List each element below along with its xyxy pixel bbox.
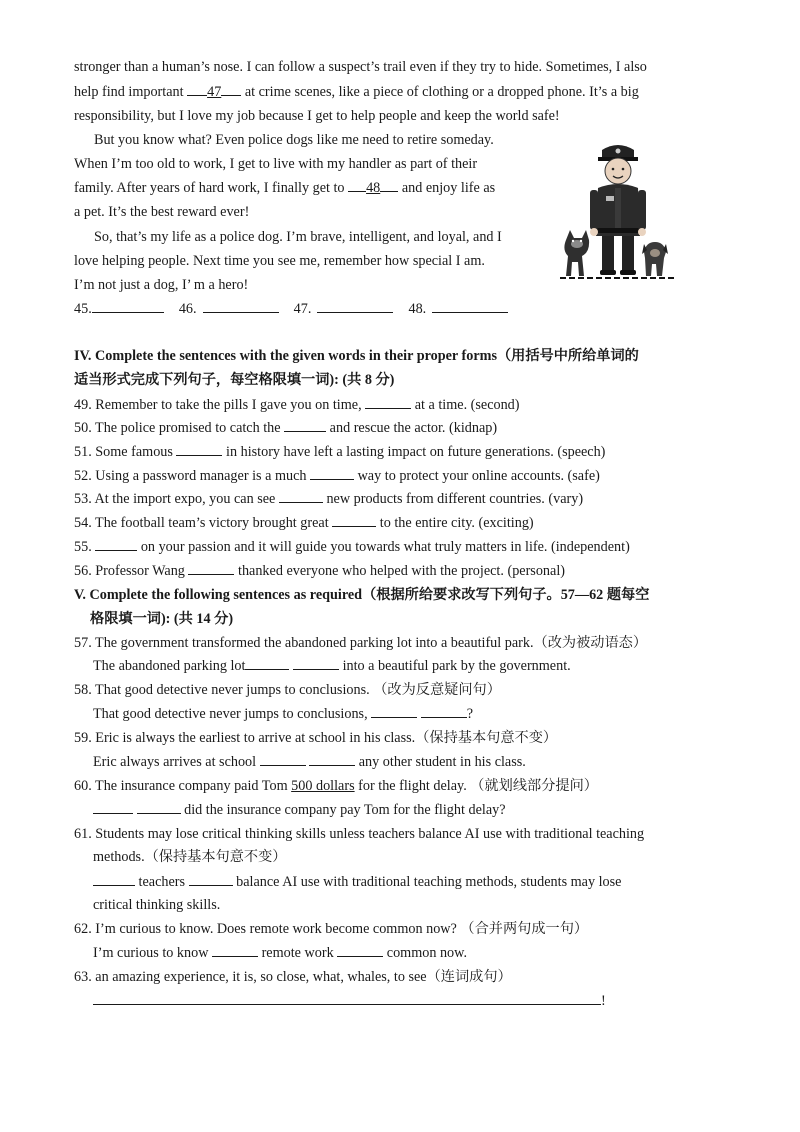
answer-label: 47. xyxy=(293,301,312,317)
answer-label: 46. xyxy=(178,301,197,317)
question-59-answer: Eric always arrives at school any other student in his class. xyxy=(93,754,526,770)
answer-blank[interactable] xyxy=(293,657,339,670)
answer-label: 45. xyxy=(74,301,92,317)
answer-blank[interactable] xyxy=(380,179,398,192)
answer-blank[interactable] xyxy=(365,396,411,409)
question-63-answer: ! xyxy=(93,992,606,1010)
question-55: 55. on your passion and it will guide you towards what truly matters in life. (independent) xyxy=(74,539,630,555)
passage-line: a pet. It’s the best reward ever! xyxy=(74,204,250,220)
question-60-answer: did the insurance company pay Tom for the flight delay? xyxy=(93,801,506,819)
section-title: 格限填一词): (共 14 分) xyxy=(90,611,234,627)
question-58: 58. That good detective never jumps to conclusions. （改为反意疑问句） xyxy=(74,682,501,698)
section-title: 适当形式完成下列句子，每空格限填一词): (共 8 分) xyxy=(74,372,395,388)
underlined-phrase: 500 dollars xyxy=(291,778,355,794)
answer-blank[interactable] xyxy=(348,179,366,192)
passage-line: When I’m too old to work, I get to live with my handler as part of their xyxy=(74,156,478,172)
question-51: 51. Some famous in history have left a lasting impact on future generations. (speech) xyxy=(74,444,606,460)
question-58-answer: That good detective never jumps to conclusions, ? xyxy=(93,706,474,722)
text-segment: and enjoy life as xyxy=(398,180,496,196)
question-57: 57. The government transformed the abandoned parking lot into a beautiful park.（改为被动语态） xyxy=(74,635,648,651)
answer-blank[interactable] xyxy=(332,514,376,527)
answer-blank[interactable] xyxy=(284,419,326,432)
question-61-answer-line2: critical thinking skills. xyxy=(93,897,221,913)
answer-blank[interactable] xyxy=(93,801,133,814)
question-49: 49. Remember to take the pills I gave you on time, at a time. (second) xyxy=(74,397,520,413)
question-53: 53. At the import expo, you can see new products from different countries. (vary) xyxy=(74,491,584,507)
answer-blank[interactable] xyxy=(245,657,289,670)
answer-blank[interactable] xyxy=(421,705,467,718)
answer-blank[interactable] xyxy=(279,490,323,503)
blank-number: 48 xyxy=(366,180,381,196)
question-61: 61. Students may lose critical thinking skills unless teachers balance AI use with traditional teaching xyxy=(74,826,645,842)
passage-line: So, that’s my life as a police dog. I’m brave, intelligent, and loyal, and I xyxy=(94,229,502,245)
answer-blank[interactable] xyxy=(176,443,222,456)
question-63: 63. an amazing experience, it is, so close, what, whales, to see（连词成句） xyxy=(74,969,512,985)
answer-row xyxy=(74,300,508,318)
answer-blank[interactable] xyxy=(95,538,137,551)
answer-blank[interactable] xyxy=(188,562,234,575)
answer-blank[interactable] xyxy=(92,300,164,313)
passage-line xyxy=(74,83,639,101)
section-title: IV. Complete the sentences with the given words in their proper forms（用括号中所给单词的 xyxy=(74,348,639,364)
answer-blank[interactable] xyxy=(137,801,181,814)
question-60: 60. The insurance company paid Tom 500 dollars for the flight delay. （就划线部分提问） xyxy=(74,778,598,794)
answer-blank[interactable] xyxy=(189,873,233,886)
question-59: 59. Eric is always the earliest to arrive at school in his class.（保持基本句意不变） xyxy=(74,730,558,746)
answer-blank[interactable] xyxy=(203,300,279,313)
answer-blank[interactable] xyxy=(337,944,383,957)
police-officer-with-dogs-illustration xyxy=(560,140,676,282)
question-62-answer: I’m curious to know remote work common now. xyxy=(93,945,468,961)
passage-line: responsibility, but I love my job because I get to help people and keep the world safe! xyxy=(74,108,560,124)
section-title: V. Complete the following sentences as required（根据所给要求改写下列句子。57—62 题每空 xyxy=(74,587,650,603)
question-61-line2: methods.（保持基本句意不变） xyxy=(93,849,287,865)
answer-blank[interactable] xyxy=(187,83,207,96)
answer-blank[interactable] xyxy=(317,300,393,313)
answer-blank[interactable] xyxy=(432,300,508,313)
answer-blank[interactable] xyxy=(260,753,306,766)
answer-label: 48. xyxy=(408,301,427,317)
question-61-answer: teachers balance AI use with traditional teaching methods, students may lose xyxy=(93,873,621,891)
passage-line: I’m not just a dog, I’ m a hero! xyxy=(74,277,249,293)
question-52: 52. Using a password manager is a much way to protect your online accounts. (safe) xyxy=(74,468,600,484)
question-54: 54. The football team’s victory brought great to the entire city. (exciting) xyxy=(74,515,534,531)
text-segment: at crime scenes, like a piece of clothing or a dropped phone. It’s a big xyxy=(241,84,639,100)
answer-blank[interactable] xyxy=(371,705,417,718)
passage-line xyxy=(74,179,495,197)
text-segment: help find important xyxy=(74,84,188,100)
passage-line: love helping people. Next time you see me, remember how special I am. xyxy=(74,253,485,269)
answer-blank[interactable] xyxy=(212,944,258,957)
answer-line[interactable] xyxy=(93,992,601,1005)
passage-line: But you know what? Even police dogs like me need to retire someday. xyxy=(94,132,494,148)
question-56: 56. Professor Wang thanked everyone who helped with the project. (personal) xyxy=(74,563,565,579)
question-57-answer: The abandoned parking lot into a beautiful park by the government. xyxy=(93,658,571,674)
answer-blank[interactable] xyxy=(93,873,135,886)
answer-blank[interactable] xyxy=(221,83,241,96)
question-62: 62. I’m curious to know. Does remote work become common now? （合并两句成一句） xyxy=(74,921,589,937)
text-segment: family. After years of hard work, I finally get to xyxy=(74,180,349,196)
answer-blank[interactable] xyxy=(309,753,355,766)
question-50: 50. The police promised to catch the and rescue the actor. (kidnap) xyxy=(74,420,498,436)
passage-line: stronger than a human’s nose. I can follow a suspect’s trail even if they try to hide. Sometimes, I also xyxy=(74,59,647,75)
answer-blank[interactable] xyxy=(310,467,354,480)
blank-number: 47 xyxy=(207,84,222,100)
